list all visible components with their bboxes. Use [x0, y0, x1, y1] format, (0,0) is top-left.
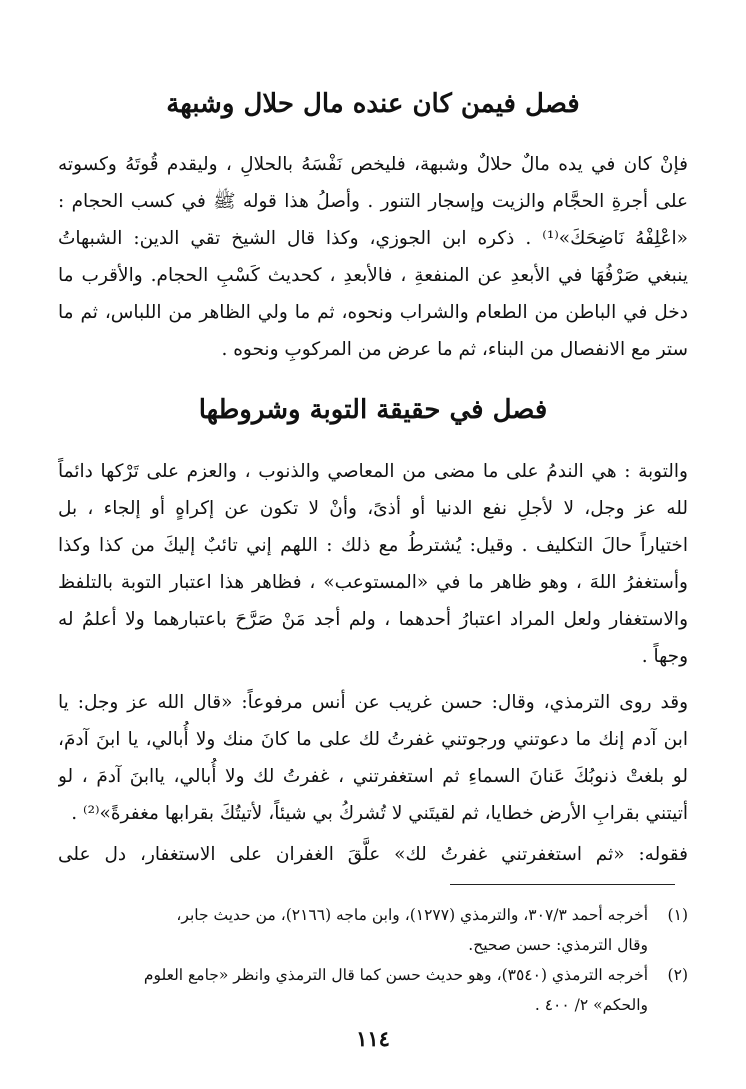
- section-title-lawful-and-doubtful-wealth: فصل فيمن كان عنده مال حلال وشبهة: [166, 89, 580, 119]
- footnote-text: أخرجه أحمد ٣٠٧/٣، والترمذي (١٢٧٧)، وابن ماجه (٢١٦٦)، من حديث جابر،: [176, 906, 648, 924]
- text-line: وقد روى الترمذي، وقال: حسن غريب عن أنس مرفوعاً: «قال الله عز وجل: يا: [58, 692, 688, 713]
- footnote-text: وقال الترمذي: حسن صحيح.: [468, 936, 648, 954]
- footnote-number: (٢): [667, 966, 688, 984]
- text-line: فإنْ كان في يده مالٌ حلالٌ وشبهة، فليخص نَفْسَهُ بالحلالِ ، وليقدم قُوتَهُ وكسوته: [58, 154, 688, 175]
- text-line: لو بلغتْ ذنوبُكَ عَنانَ السماءِ ثم استغفرتني ، غفرتُ لك ولا أُبالي، ياابنَ آدمَ ، لو: [58, 766, 688, 787]
- text-line: والاستغفار ولعل المراد اعتبارُ أحدهما ، ولم أجد مَنْ صَرَّحَ باعتبارهما ولا أعلمُ له: [58, 609, 688, 630]
- text-line: وأستغفرُ اللهَ ، وهو ظاهر ما في «المستوعب» ، فظاهر هذا اعتبار التوبة بالتلفظ: [58, 572, 688, 593]
- footnote-number: (١): [667, 906, 688, 924]
- section-title-repentance: فصل في حقيقة التوبة وشروطها: [198, 395, 548, 425]
- section1-body: [58, 146, 688, 368]
- text-line: وجهاً .: [641, 646, 688, 667]
- footnote-line: [58, 930, 688, 960]
- text-line: «اعْلِفْهُ نَاضِحَكَ»⁽¹⁾ . ذكره ابن الجوزي، وكذا قال الشيخ تقي الدين: الشبهاتُ: [58, 228, 688, 249]
- text-line: ينبغي صَرْفُهَا في الأبعدِ عن المنفعةِ ، فالأبعدِ ، كحديث كَسْبِ الحجام. والأقرب ما: [58, 265, 688, 286]
- page-number: ١١٤: [356, 1026, 390, 1051]
- text-line: لله عز وجل، لا لأجلِ نفع الدنيا أو أذىً، وأنْ لا تكون عن إكراهٍ أو إلجاء ، بل: [58, 498, 688, 519]
- footnote-1: [58, 900, 688, 960]
- footnote-line: [58, 900, 688, 930]
- footnote-line: [58, 960, 688, 990]
- repentance-paragraph-3: [58, 836, 688, 873]
- footnote-text: والحكم» ٢/ ٤٠٠ .: [534, 996, 648, 1014]
- footnote-2: [58, 960, 688, 1020]
- repentance-paragraph-1: [58, 453, 688, 675]
- text-line: فقوله: «ثم استغفرتني غفرتُ لك» علَّقَ الغفران على الاستغفار، دل على: [58, 844, 688, 865]
- footnote-line: [58, 990, 688, 1020]
- text-line: على أجرةِ الحجَّام والزيت وإسجار التنور . وأصلُ هذا قوله ﷺ في كسب الحجام :: [58, 191, 688, 212]
- text-line: أتيتني بقرابِ الأرض خطايا، ثم لقيتَني لا تُشركُ بي شيئاً، لأتيتُكَ بقرابها مغفرةً»⁽²⁾ .: [71, 803, 688, 824]
- text-line: والتوبة : هي الندمُ على ما مضى من المعاصي والذنوب ، والعزم على تَرْكها دائماً: [58, 461, 688, 482]
- text-line: ابن آدم إنك ما دعوتني ورجوتني غفرتُ لك على ما كانَ منك ولا أُبالي، يا ابنَ آدمَ،: [58, 729, 688, 750]
- text-line: ستر مع الانفصال من البناء، ثم ما عرض من المركوبِ ونحوه .: [221, 339, 688, 360]
- footnote-text: أخرجه الترمذي (٣٥٤٠)، وهو حديث حسن كما قال الترمذي وانظر «جامع العلوم: [143, 966, 648, 984]
- repentance-paragraph-2: [58, 684, 688, 832]
- text-line: اختياراً حالَ التكليف . وقيل: يُشترطُ مع ذلك : اللهم إني تائبٌ إليكَ من كذا وكذا: [58, 535, 688, 556]
- footnote-separator: [450, 884, 675, 885]
- text-line: دخل في الباطن من الطعام والشراب ونحوه، ثم ما ولي الظاهر من اللباس، ثم ما: [58, 302, 688, 323]
